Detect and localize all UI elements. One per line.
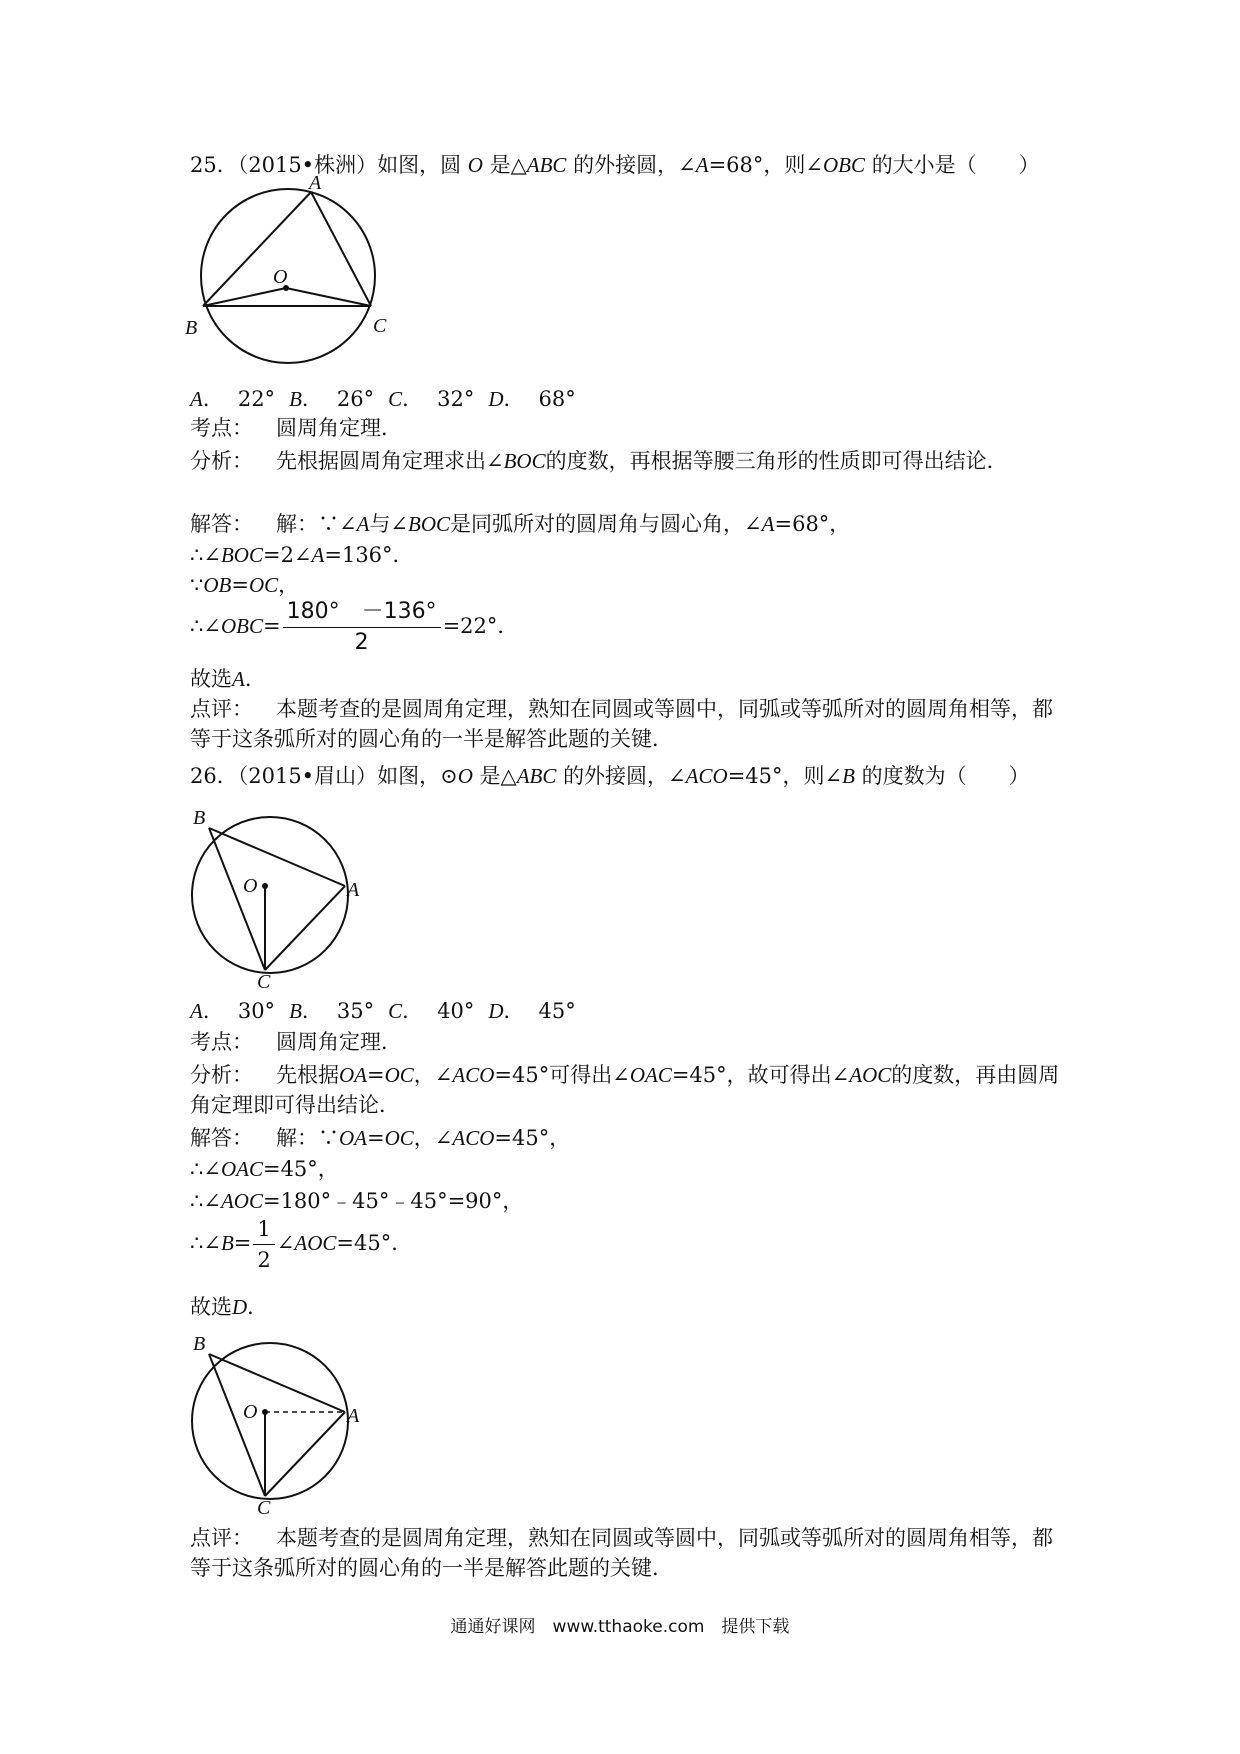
q26-fenxi-text: 先根据 <box>276 1063 339 1087</box>
q26-step-var: OA <box>339 1126 367 1150</box>
q26-solution-segment-AC <box>265 1412 345 1496</box>
q25-step-text: ∴∠ <box>190 614 221 638</box>
q26-step-text: ∴∠ <box>190 1157 221 1181</box>
q25-stem-text: 的外接圆，∠ <box>573 153 696 177</box>
q26-label-O: O <box>243 875 258 897</box>
q25-step-text: ∵ <box>190 573 204 597</box>
q25-step-text: =2∠ <box>262 543 312 567</box>
q25-step-text: ∴∠ <box>190 543 221 567</box>
q25-fraction-numerator: 180° －136° <box>283 597 441 628</box>
q25-figure <box>185 172 387 378</box>
q26-fenxi-var: ACO <box>452 1063 495 1087</box>
q25-step-text: =68°， <box>774 512 851 536</box>
page-footer: 通通好课网 www.tthaoke.com 提供下载 <box>450 1617 790 1637</box>
q25-kaodian-label: 考点： <box>190 416 253 440</box>
q26-choice-text: ． <box>247 1295 269 1319</box>
q26-dianping-text: 本题考查的是圆周角定理，熟知在同圆或等圆中，同弧或等弧所对的圆周角相等，都等于这条弧所对的圆心角的一半是解答此题的关键． <box>190 1526 1053 1580</box>
q26-option-letter[interactable]: B <box>289 999 302 1023</box>
q26-jieda-step1 <box>190 1123 570 1153</box>
q26-fenxi-var: AOC <box>849 1063 892 1087</box>
q25-stem-var: A <box>695 153 709 177</box>
q26-choice-letter: D <box>232 1295 248 1319</box>
q26-circumcircle <box>192 817 348 973</box>
q26-step-var: AOC <box>294 1231 337 1255</box>
q26-step-text: = <box>367 1126 385 1150</box>
q26-stem-text: =45°，则∠ <box>727 764 843 788</box>
q25-option-letter[interactable]: C <box>388 387 403 411</box>
q25-label-A: A <box>309 172 322 194</box>
q25-step-text: 解：∵∠ <box>276 512 357 536</box>
q26-step-text: =45°， <box>494 1126 571 1150</box>
q25-stem-text: 的大小是（ ） <box>871 153 1040 177</box>
q26-stem <box>190 761 1030 791</box>
q25-dianping <box>190 694 1060 754</box>
q25-option-value[interactable]: 32° <box>437 387 475 411</box>
q26-number: 26． <box>190 764 238 788</box>
q25-step-var: OB <box>203 573 232 597</box>
q26-fenxi-var: OA <box>339 1063 367 1087</box>
q26-jieda-step4 <box>190 1214 412 1275</box>
q26-center-point <box>262 883 268 889</box>
q26-label-C: C <box>257 971 271 993</box>
q26-step-text: 解：∵ <box>276 1126 339 1150</box>
q25-option-value[interactable]: 22° <box>237 387 276 411</box>
q25-fenxi-label: 分析： <box>190 449 253 473</box>
q25-step-text: = <box>262 614 281 638</box>
q25-segment-OC <box>286 288 371 306</box>
q25-step-text: = <box>231 573 249 597</box>
q26-stem-var: O <box>457 764 473 788</box>
q26-dianping <box>190 1523 1060 1583</box>
q26-fenxi-var: OAC <box>629 1063 672 1087</box>
q26-stem-var: ABC <box>516 764 557 788</box>
q26-source: （2015•眉山） <box>237 764 378 788</box>
q26-jieda-step2 <box>190 1154 339 1184</box>
q25-jieda-label: 解答： <box>190 512 253 536</box>
q26-stem-var: ACO <box>685 764 728 788</box>
q25-fenxi <box>190 446 1060 476</box>
q26-step-text: ∴∠ <box>190 1189 221 1213</box>
q26-option-value[interactable]: 45° <box>538 999 576 1023</box>
q26-options: A． 30° B． 35° C． 40° D． 45° <box>190 999 576 1023</box>
q25-fenxi-text: 先根据圆周角定理求出∠ <box>276 449 504 473</box>
q25-step-var: BOC <box>408 512 451 536</box>
q25-step-var: OBC <box>220 614 263 638</box>
q25-fraction <box>283 597 441 658</box>
q26-option-value[interactable]: 30° <box>237 999 276 1023</box>
q26-option-letter[interactable]: D <box>488 999 504 1023</box>
q26-option-value[interactable]: 35° <box>336 999 375 1023</box>
q26-step-text: =180°﹣45°﹣45°=90°， <box>262 1189 524 1213</box>
q26-step-text: ，∠ <box>413 1126 453 1150</box>
q26-label-A: A <box>347 879 360 901</box>
q26-solution-label-O: O <box>243 1401 258 1423</box>
q26-choice <box>190 1292 268 1322</box>
q25-stem-var: O <box>467 153 483 177</box>
q26-fraction <box>253 1214 274 1275</box>
q26-stem-text: 的外接圆，∠ <box>563 764 686 788</box>
q25-fraction-denominator: 2 <box>354 630 369 655</box>
q25-segment-AC <box>311 192 371 306</box>
q25-option-value[interactable]: 68° <box>538 387 576 411</box>
q25-segment-OB <box>203 288 286 306</box>
q25-dianping-label: 点评： <box>190 697 253 721</box>
q25-step-text: 与∠ <box>369 512 409 536</box>
q26-solution-label-C: C <box>257 1497 271 1519</box>
q26-kaodian-text: 圆周角定理． <box>276 1030 402 1054</box>
q25-step-var: A <box>311 543 325 567</box>
q25-step-text: =136°． <box>324 543 414 567</box>
q25-step-text: 是同弧所对的圆周角与圆心角，∠ <box>450 512 762 536</box>
q26-dianping-label: 点评： <box>190 1526 253 1550</box>
q26-fenxi <box>190 1060 1060 1120</box>
q26-fenxi-label: 分析： <box>190 1063 253 1087</box>
q25-jieda-step1 <box>190 509 850 539</box>
q25-fenxi-var: BOC <box>503 449 546 473</box>
q25-choice <box>190 664 266 694</box>
q26-figure-2 <box>185 1330 375 1520</box>
q26-option-value[interactable]: 40° <box>437 999 475 1023</box>
q26-stem-var: B <box>842 764 855 788</box>
q25-jieda-step3 <box>190 570 299 600</box>
q26-step-var: B <box>220 1231 234 1255</box>
q26-option-letter[interactable]: A <box>190 999 203 1023</box>
q25-source: （2015•株洲） <box>237 153 378 177</box>
q25-dianping-text: 本题考查的是圆周角定理，熟知在同圆或等圆中，同弧或等弧所对的圆周角相等，都等于这条弧所对的圆心角的一半是解答此题的关键． <box>190 697 1053 751</box>
q26-choice-text: 故选 <box>190 1295 232 1319</box>
q25-step-var: BOC <box>220 543 263 567</box>
q25-label-B: B <box>185 317 198 339</box>
q25-choice-text: ． <box>244 667 266 691</box>
q25-choice-text: 故选 <box>190 667 232 691</box>
q25-jieda-step2 <box>190 540 414 570</box>
q25-options: A． 22° B． 26° C． 32° D． 68° <box>190 387 576 411</box>
q26-fenxi-var: OC <box>384 1063 414 1087</box>
q26-step-var: ACO <box>452 1126 495 1150</box>
q25-choice-letter: A <box>232 667 245 691</box>
q26-step-var: AOC <box>220 1189 263 1213</box>
q25-step-text: ， <box>278 573 300 597</box>
q26-kaodian-label: 考点： <box>190 1030 253 1054</box>
q26-jieda-step3 <box>190 1186 523 1216</box>
q26-kaodian <box>190 1027 402 1057</box>
q26-fenxi-text: = <box>367 1063 385 1087</box>
q26-step-text: = <box>233 1231 252 1255</box>
q26-solution-label-A: A <box>347 1405 360 1427</box>
q25-step-var: A <box>761 512 775 536</box>
q26-step-text: ∴∠ <box>190 1231 221 1255</box>
q26-fraction-numerator: 1 <box>253 1214 274 1245</box>
q26-stem-text: 是△ <box>479 764 517 788</box>
q26-fenxi-text: =45°，故可得出∠ <box>671 1063 850 1087</box>
q26-label-B: B <box>193 807 206 829</box>
q25-option-letter[interactable]: A <box>190 387 203 411</box>
q25-step-var: OC <box>248 573 279 597</box>
q26-solution-center-point <box>262 1409 268 1415</box>
q26-fenxi-text: ，∠ <box>413 1063 453 1087</box>
q26-stem-text: 的度数为（ ） <box>861 764 1030 788</box>
q25-kaodian <box>190 413 402 443</box>
q26-fraction-denominator: 2 <box>257 1248 271 1272</box>
q26-segment-AC <box>265 886 345 970</box>
q25-stem-text: 是△ <box>489 153 527 177</box>
q26-fenxi-text: 的度数，再由圆周角定理即可得出结论． <box>190 1063 1060 1117</box>
q25-label-C: C <box>373 315 387 337</box>
q26-solution-circumcircle <box>192 1343 348 1499</box>
q25-step-text: =22°． <box>442 614 519 638</box>
q25-label-O: O <box>273 266 288 288</box>
q26-step-text: ∠ <box>276 1231 295 1255</box>
q25-fenxi-text: 的度数，再根据等腰三角形的性质即可得出结论． <box>545 449 1008 473</box>
q25-stem-var: OBC <box>823 153 865 177</box>
q26-step-var: OAC <box>220 1157 263 1181</box>
q26-solution-label-B: B <box>193 1333 206 1355</box>
q25-step-var: A <box>356 512 370 536</box>
q25-option-letter[interactable]: B <box>289 387 302 411</box>
q25-stem-var: ABC <box>526 153 567 177</box>
q25-number: 25． <box>190 153 238 177</box>
q25-stem-text: 如图，圆 <box>377 153 462 177</box>
q26-fenxi-text: =45°可得出∠ <box>494 1063 630 1087</box>
q26-figure-1 <box>185 804 375 993</box>
q25-kaodian-text: 圆周角定理． <box>276 416 402 440</box>
q26-step-text: =45°， <box>262 1157 339 1181</box>
q25-option-letter[interactable]: D <box>488 387 504 411</box>
q26-step-text: =45°． <box>336 1231 413 1255</box>
q26-jieda-label: 解答： <box>190 1126 253 1150</box>
q25-stem-text: =68°，则∠ <box>708 153 823 177</box>
q26-option-letter[interactable]: C <box>388 999 403 1023</box>
q26-stem-text: 如图，⊙ <box>377 764 458 788</box>
q26-step-var: OC <box>384 1126 414 1150</box>
q25-jieda-step4 <box>190 597 518 658</box>
q25-option-value[interactable]: 26° <box>336 387 375 411</box>
